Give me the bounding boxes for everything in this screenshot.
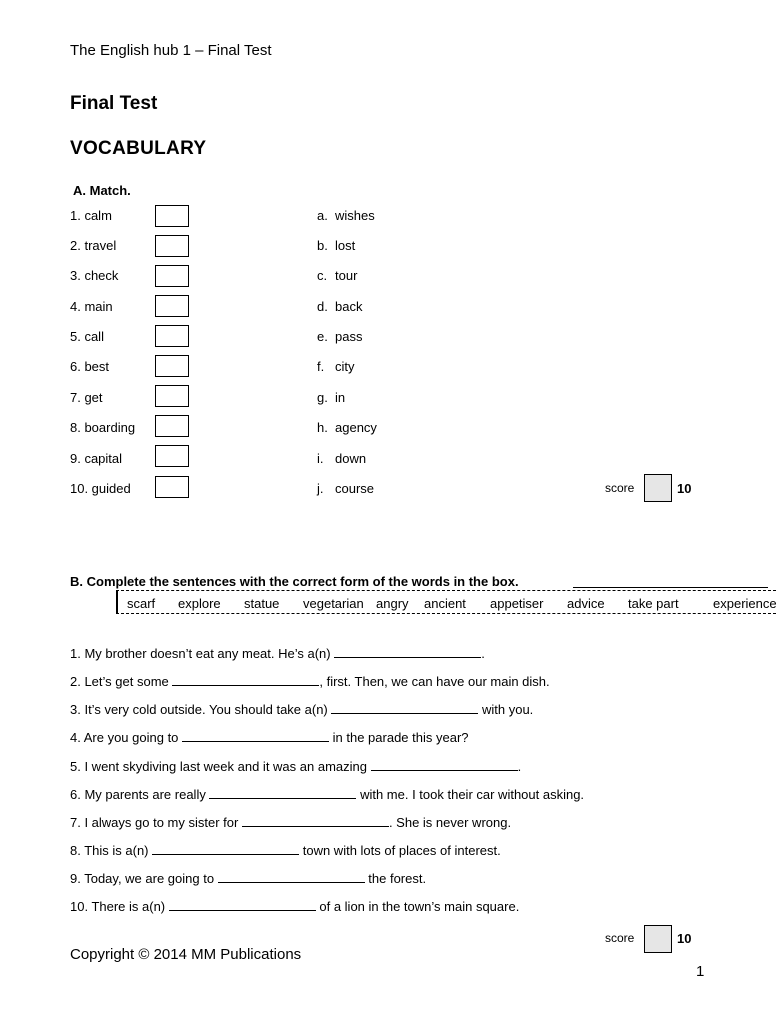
match-left-item: 8. boarding [70, 420, 136, 435]
word-box-item: explore [178, 596, 221, 611]
answer-box[interactable] [155, 415, 189, 437]
copyright-text: Copyright © 2014 MM Publications [70, 946, 302, 963]
option-letter: a. [317, 208, 328, 223]
sentence-item [70, 729, 469, 745]
sentence-text: 3. It’s very cold outside. You should take a(n) [70, 702, 332, 717]
answer-blank[interactable] [242, 814, 389, 827]
answer-box[interactable] [155, 476, 189, 498]
sentence-text: with you. [478, 702, 534, 717]
word-box-item: take part [628, 596, 679, 611]
sentence-item [70, 870, 426, 886]
sentence-text: with me. I took their car without asking. [356, 787, 585, 802]
sentence-text: 6. My parents are really [70, 787, 210, 802]
option-letter: j. [317, 481, 324, 496]
answer-box[interactable] [155, 205, 189, 227]
option-letter: h. [317, 420, 328, 435]
match-left-item: 6. best [70, 359, 110, 374]
sentence-text: . [481, 646, 485, 661]
match-left-item: 1. calm [70, 208, 112, 223]
sentence-text: 9. Today, we are going to [70, 871, 218, 886]
sentence-item [70, 701, 533, 717]
answer-blank[interactable] [182, 729, 329, 742]
answer-box[interactable] [155, 355, 189, 377]
score-box[interactable] [644, 925, 672, 953]
answer-box[interactable] [155, 295, 189, 317]
page-number: 1 [696, 963, 705, 980]
page-title: Final Test [70, 93, 158, 114]
answer-blank[interactable] [172, 673, 319, 686]
score-total: 10 [677, 481, 692, 496]
option-letter: c. [317, 268, 328, 283]
answer-blank[interactable] [331, 701, 478, 714]
match-left-item: 4. main [70, 299, 113, 314]
answer-blank[interactable] [334, 645, 481, 658]
match-left-item: 10. guided [70, 481, 131, 496]
sentence-text: 2. Let’s get some [70, 674, 173, 689]
sentence-text: . She is never wrong. [388, 815, 512, 830]
sentence-text: in the parade this year? [329, 730, 469, 745]
option-word: lost [335, 238, 356, 253]
sentence-text: 8. This is a(n) [70, 843, 153, 858]
option-word: course [335, 481, 375, 496]
match-left-item: 3. check [70, 268, 119, 283]
score-total: 10 [677, 931, 692, 946]
option-letter: g. [317, 390, 328, 405]
word-box-item: experience [713, 596, 777, 611]
score-label: score [605, 481, 635, 495]
option-word: agency [335, 420, 377, 435]
match-left-item: 2. travel [70, 238, 117, 253]
option-word: tour [335, 268, 358, 283]
match-left-item: 5. call [70, 329, 104, 344]
word-box-item: ancient [424, 596, 466, 611]
heading-underline [573, 587, 768, 588]
word-box-item: statue [244, 596, 280, 611]
sentence-item [70, 786, 584, 802]
word-box-item: angry [376, 596, 409, 611]
option-word: down [335, 451, 367, 466]
part-b-heading: B. Complete the sentences with the correct form of the words in the box. [70, 574, 519, 589]
answer-blank[interactable] [152, 842, 299, 855]
part-a-heading: A. Match. [73, 183, 131, 198]
option-letter: i. [317, 451, 324, 466]
word-box-item: vegetarian [303, 596, 364, 611]
answer-box[interactable] [155, 265, 189, 287]
sentence-text: 5. I went skydiving last week and it was an amazing [70, 759, 371, 774]
option-letter: f. [317, 359, 325, 374]
answer-box[interactable] [155, 325, 189, 347]
option-word: back [335, 299, 363, 314]
sentence-text: 10. There is a(n) [70, 899, 169, 914]
answer-box[interactable] [155, 235, 189, 257]
sentence-text: the forest. [364, 871, 427, 886]
section-title: VOCABULARY [70, 138, 207, 159]
option-word: in [335, 390, 346, 405]
score-label: score [605, 931, 635, 945]
answer-box[interactable] [155, 385, 189, 407]
sentence-item [70, 898, 519, 914]
sentence-item [70, 842, 501, 858]
sentence-item [70, 814, 511, 830]
answer-blank[interactable] [371, 758, 518, 771]
answer-box[interactable] [155, 445, 189, 467]
word-box-item: advice [567, 596, 605, 611]
score-box[interactable] [644, 474, 672, 502]
option-word: pass [335, 329, 363, 344]
word-box-item: appetiser [490, 596, 544, 611]
option-letter: d. [317, 299, 328, 314]
option-word: wishes [335, 208, 375, 223]
match-left-item: 9. capital [70, 451, 123, 466]
answer-blank[interactable] [218, 870, 365, 883]
word-box-item: scarf [127, 596, 156, 611]
sentence-text: town with lots of places of interest. [299, 843, 501, 858]
match-left-item: 7. get [70, 390, 103, 405]
option-letter: b. [317, 238, 328, 253]
sentence-text: , first. Then, we can have our main dish. [319, 674, 550, 689]
option-letter: e. [317, 329, 328, 344]
sentence-item [70, 645, 485, 661]
answer-blank[interactable] [169, 898, 316, 911]
sentence-text: 1. My brother doesn’t eat any meat. He’s a(n) [70, 646, 335, 661]
sentence-item [70, 758, 521, 774]
sentence-text: 4. Are you going to [70, 730, 183, 745]
sentence-item [70, 673, 550, 689]
document-header: The English hub 1 – Final Test [70, 42, 272, 59]
option-word: city [335, 359, 355, 374]
sentence-text: 7. I always go to my sister for [70, 815, 242, 830]
answer-blank[interactable] [209, 786, 356, 799]
sentence-text: of a lion in the town’s main square. [315, 899, 520, 914]
sentence-text: . [517, 759, 522, 774]
